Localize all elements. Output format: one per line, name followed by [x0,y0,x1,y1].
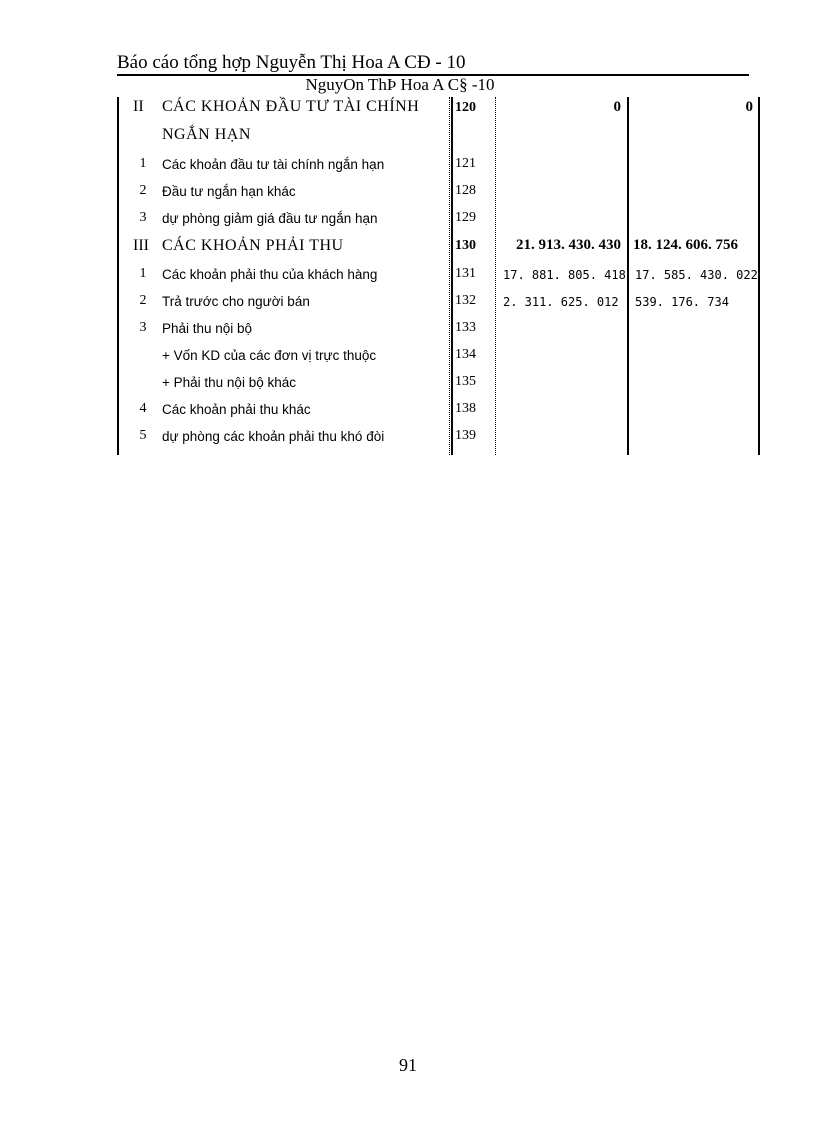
row-stt: 3 [139,210,147,225]
row-stt: 4 [139,401,147,416]
table-row [117,290,760,317]
row-code: 130 [455,238,476,253]
page-number: 91 [399,1055,417,1075]
header-encoded-title: NguyOn ThÞ Hoa A C§ -10 [305,75,495,94]
row-name: dự phòng các khoản phải thu khó đòi [162,429,385,444]
row-name: + Phải thu nội bộ khác [162,375,296,390]
row-stt: 3 [139,320,147,335]
row-stt: 1 [139,266,147,281]
row-stt: III [133,237,149,254]
table-row [117,344,760,371]
row-code: 129 [455,210,476,225]
row-code: 138 [455,401,476,416]
table-row [117,207,760,234]
row-value-previous: 0 [745,99,753,115]
row-stt: II [133,98,144,115]
table-row [117,317,760,344]
table-row [117,398,760,425]
report-title: Báo cáo tổng hợp Nguyễn Thị Hoa A CĐ - 10 [117,52,466,73]
row-code: 131 [455,266,476,281]
row-code: 135 [455,374,476,389]
row-name: Các khoản đầu tư tài chính ngắn hạn [162,157,385,172]
row-name: CÁC KHOẢN PHẢI THU [162,237,344,254]
table-row [117,425,760,452]
row-name: Các khoản phải thu khác [162,402,311,417]
table-row [117,97,760,151]
row-code: 128 [455,183,476,198]
table-row [117,180,760,207]
row-value-previous: 539. 176. 734 [635,295,729,309]
row-name: Phải thu nội bộ [162,321,253,336]
table-row [117,263,760,290]
row-stt: 2 [139,293,147,308]
row-code: 139 [455,428,476,443]
row-name: CÁC KHOẢN ĐẦU TƯ TÀI CHÍNH [162,98,420,115]
row-name: Các khoản phải thu của khách hàng [162,267,378,282]
table-row [117,234,760,263]
table-row [117,371,760,398]
row-name-continued: NGẮN HẠN [162,126,251,143]
row-code: 120 [455,100,476,115]
table-row [117,153,760,180]
row-stt: 5 [139,428,147,443]
row-stt: 2 [139,183,147,198]
row-value-current: 21. 913. 430. 430 [516,237,621,253]
row-name: + Vốn KD của các đơn vị trực thuộc [162,348,377,363]
row-value-previous: 17. 585. 430. 022 [635,268,758,282]
row-value-previous: 18. 124. 606. 756 [633,237,738,253]
row-code: 134 [455,347,476,362]
row-value-current: 17. 881. 805. 418 [503,268,626,282]
row-value-current: 0 [613,99,621,115]
row-value-current: 2. 311. 625. 012 [503,295,619,309]
row-code: 132 [455,293,476,308]
row-stt: 1 [139,156,147,171]
row-code: 133 [455,320,476,335]
row-name: Đầu tư ngắn hạn khác [162,184,296,199]
balance-sheet-table [117,97,760,455]
row-name: Trả trước cho người bán [162,294,310,309]
row-name: dự phòng giảm giá đầu tư ngắn hạn [162,211,378,226]
row-code: 121 [455,156,476,171]
